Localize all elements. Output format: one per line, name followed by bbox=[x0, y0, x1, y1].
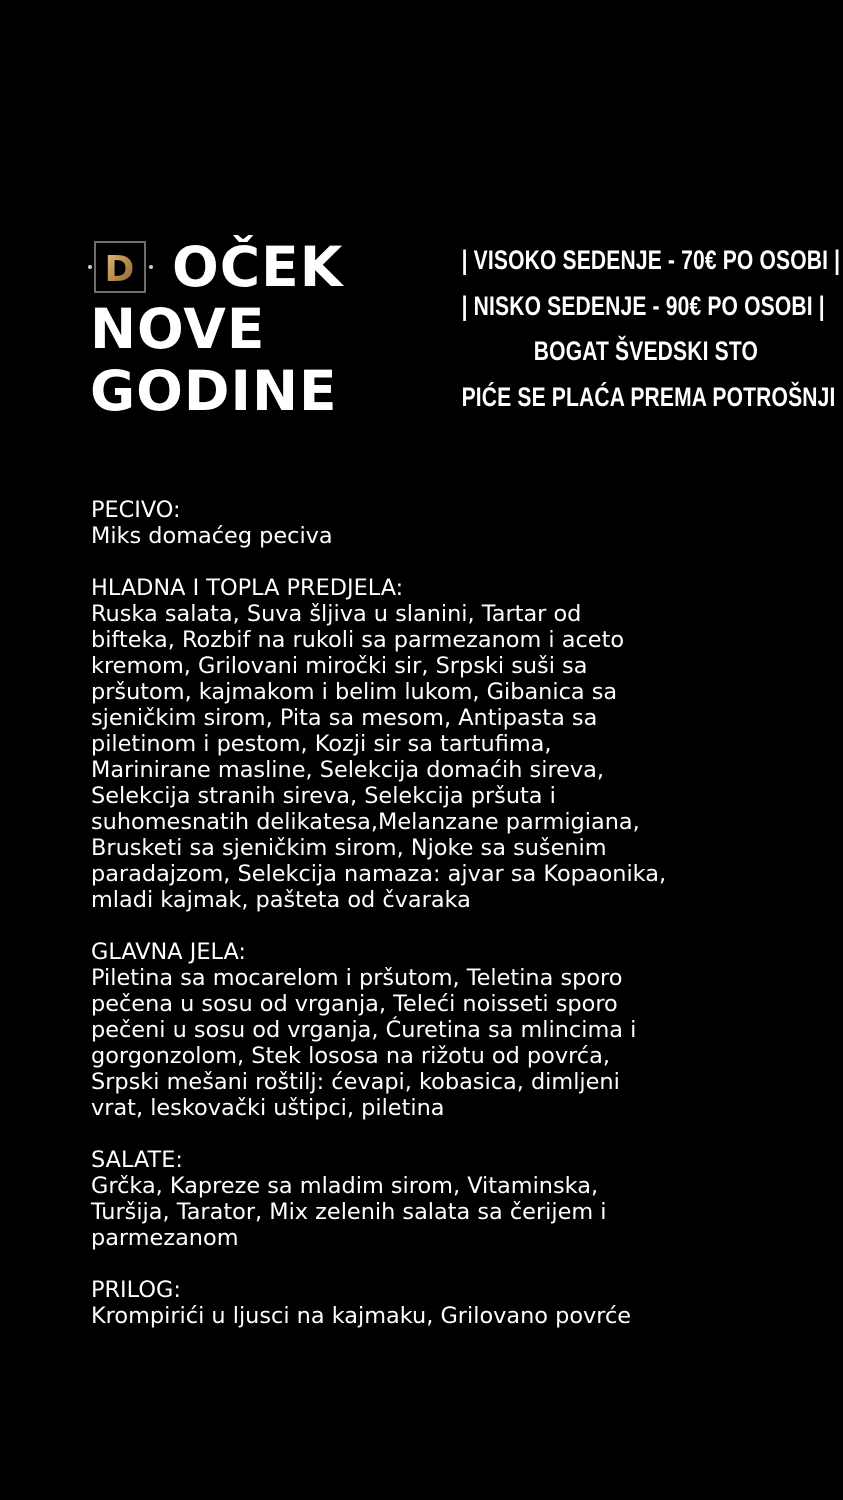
section-items: Miks domaćeg peciva bbox=[91, 523, 333, 549]
section-heading: SALATE: bbox=[91, 1147, 183, 1173]
pricing-high-seating: | VISOKO SEDENJE - 70€ PO OSOBI | bbox=[461, 245, 841, 275]
section-heading: PECIVO: bbox=[91, 497, 181, 523]
menu-section-prilog bbox=[91, 1277, 781, 1329]
section-items: Ruska salata, Suva šljiva u slanini, Tartar od bifteka, Rozbif na rukoli sa parmezanom i aceto kremom, Grilovani miročki sir, Srpski suši sa pršutom, kajmakom i belim lukom, Gibanica sa sjeničkim sirom, Pita sa mesom, Antipasta sa piletinom i pestom, Kozji sir sa tartufima, Marinirane masline, Selekcija domaćih sireva, Selekcija stranih sireva, Selekcija pršuta i suhomesnatih delikatesa,Melanzane parmigiana, Brusketi sa sjeničkim sirom, Njoke sa sušenim paradajzom, Selekcija namaza: ajvar sa Kopaonika, mladi kajmak, pašteta od čvaraka bbox=[91, 601, 667, 913]
logo-dot-right bbox=[149, 265, 153, 269]
menu-section-predjela bbox=[91, 575, 781, 913]
pricing-low-seating: | NISKO SEDENJE - 90€ PO OSOBI | bbox=[461, 290, 825, 321]
logo-dot-left bbox=[88, 265, 92, 269]
title-word-1: OČEK bbox=[172, 235, 344, 299]
pricing-drinks: PIĆE SE PLAĆA PREMA POTROŠNJI bbox=[461, 381, 836, 412]
section-heading: GLAVNA JELA: bbox=[91, 939, 246, 965]
menu-section-glavna-jela bbox=[91, 939, 781, 1121]
logo-icon bbox=[94, 241, 146, 293]
section-items: Krompirići u ljusci na kajmaku, Grilovano povrće bbox=[91, 1303, 632, 1329]
title-line-3: GODINE bbox=[90, 359, 338, 423]
pricing-info bbox=[378, 238, 841, 420]
title-line-2: NOVE bbox=[90, 297, 266, 361]
section-heading: HLADNA I TOPLA PREDJELA: bbox=[91, 575, 404, 601]
menu bbox=[91, 497, 781, 1355]
pricing-buffet: BOGAT ŠVEDSKI STO bbox=[533, 336, 758, 366]
event-title bbox=[90, 236, 390, 422]
menu-section-pecivo bbox=[91, 497, 781, 549]
section-items: Piletina sa mocarelom i pršutom, Teletina sporo pečena u sosu od vrganja, Teleći noisseti sporo pečeni u sosu od vrganja, Ćuretina sa mlincima i gorgonzolom, Stek lososa na rižotu od povrća, Srpski mešani roštilj: ćevapi, kobasica, dimljeni vrat, leskovački uštipci, piletina bbox=[91, 965, 637, 1121]
menu-section-salate bbox=[91, 1147, 781, 1251]
section-items: Grčka, Kapreze sa mladim sirom, Vitaminska, Turšija, Tarator, Mix zelenih salata sa čerijem i parmezanom bbox=[91, 1173, 607, 1251]
section-heading: PRILOG: bbox=[91, 1277, 181, 1303]
title-line-1 bbox=[90, 236, 390, 298]
logo-letter: D bbox=[104, 249, 136, 290]
